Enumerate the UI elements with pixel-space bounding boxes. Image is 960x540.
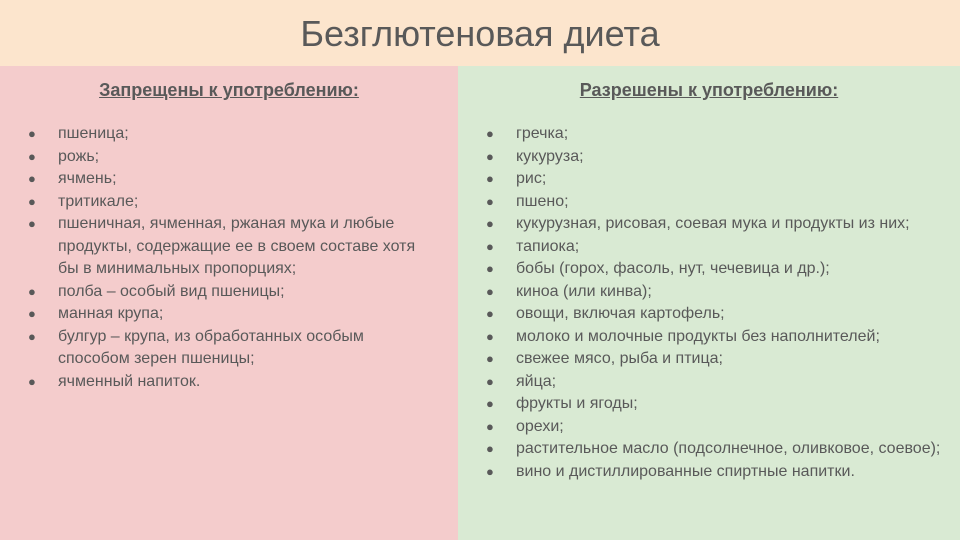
allowed-list bbox=[486, 123, 946, 483]
list-item bbox=[486, 461, 946, 484]
list-item-text: вино и дистиллированные спиртные напитки. bbox=[516, 462, 855, 480]
list-item-text: кукуруза; bbox=[516, 147, 584, 165]
bullet-icon: ● bbox=[486, 238, 494, 254]
list-item-text: молоко и молочные продукты без наполнителей; bbox=[516, 327, 880, 345]
list-item bbox=[486, 123, 946, 146]
forbidden-heading: Запрещены к употреблению: bbox=[99, 80, 359, 100]
list-item bbox=[28, 168, 438, 191]
bullet-icon: ● bbox=[28, 148, 36, 164]
bullet-icon: ● bbox=[28, 306, 36, 321]
list-item-text: свежее мясо, рыба и птица; bbox=[516, 350, 723, 367]
page-title: Безглютеновая диета bbox=[300, 13, 660, 54]
list-item bbox=[486, 438, 946, 461]
list-item-text: бобы (горох, фасоль, нут, чечевица и др.); bbox=[516, 260, 830, 277]
bullet-icon: ● bbox=[486, 261, 494, 276]
list-item-text: полба – особый вид пшеницы; bbox=[58, 282, 285, 300]
bullet-icon: ● bbox=[28, 171, 36, 186]
list-item-text: тритикале; bbox=[58, 192, 139, 210]
list-item bbox=[486, 258, 946, 281]
list-item-text: пшено; bbox=[516, 192, 569, 210]
list-item bbox=[28, 123, 438, 146]
list-item-text: пшеница; bbox=[58, 125, 129, 142]
allowed-heading: Разрешены к употреблению: bbox=[579, 80, 839, 100]
list-item bbox=[486, 348, 946, 371]
bullet-icon: ● bbox=[28, 193, 36, 209]
list-item-text: пшеничная, ячменная, ржаная мука и любые продукты, содержащие ее в своем составе хотя бы в минимальных пропорциях; bbox=[58, 215, 416, 277]
list-item bbox=[486, 236, 946, 259]
list-item bbox=[486, 146, 946, 169]
list-item bbox=[486, 416, 946, 439]
bullet-icon: ● bbox=[28, 216, 36, 231]
list-item bbox=[486, 191, 946, 214]
bullet-icon: ● bbox=[28, 328, 36, 344]
bullet-icon: ● bbox=[486, 193, 494, 209]
bullet-icon: ● bbox=[486, 171, 494, 186]
list-item-text: гречка; bbox=[516, 125, 569, 142]
list-item bbox=[28, 281, 438, 304]
bullet-icon: ● bbox=[486, 351, 494, 366]
list-item bbox=[486, 303, 946, 326]
list-item bbox=[486, 213, 946, 236]
list-item-text: манная крупа; bbox=[58, 305, 164, 322]
allowed-panel bbox=[458, 66, 960, 540]
list-item bbox=[486, 393, 946, 416]
list-item bbox=[28, 371, 438, 394]
bullet-icon: ● bbox=[486, 328, 494, 344]
list-item-text: орехи; bbox=[516, 417, 564, 435]
list-item-text: киноа (или кинва); bbox=[516, 282, 652, 300]
list-item bbox=[486, 371, 946, 394]
bullet-icon: ● bbox=[486, 148, 494, 164]
bullet-icon: ● bbox=[486, 373, 494, 389]
list-item-text: рис; bbox=[516, 170, 547, 187]
list-item-text: яйца; bbox=[516, 372, 557, 390]
bullet-icon: ● bbox=[486, 306, 494, 321]
list-item-text: фрукты и ягоды; bbox=[516, 395, 638, 412]
list-item bbox=[28, 146, 438, 169]
list-item-text: овощи, включая картофель; bbox=[516, 305, 725, 322]
list-item-text: ячменный напиток. bbox=[58, 372, 201, 390]
list-item bbox=[28, 303, 438, 326]
forbidden-panel bbox=[0, 66, 458, 540]
list-item bbox=[486, 326, 946, 349]
list-item bbox=[28, 326, 438, 371]
bullet-icon: ● bbox=[28, 283, 36, 299]
list-item-text: растительное масло (подсолнечное, оливковое, соевое); bbox=[516, 440, 941, 457]
list-item bbox=[486, 281, 946, 304]
bullet-icon: ● bbox=[28, 126, 36, 141]
list-item-text: кукурузная, рисовая, соевая мука и продукты из них; bbox=[516, 215, 910, 232]
bullet-icon: ● bbox=[486, 463, 494, 479]
bullet-icon: ● bbox=[486, 418, 494, 434]
list-item-text: булгур – крупа, из обработанных особым способом зерен пшеницы; bbox=[58, 327, 364, 367]
list-item bbox=[28, 191, 438, 214]
bullet-icon: ● bbox=[486, 441, 494, 456]
list-item-text: ячмень; bbox=[58, 170, 117, 187]
list-item bbox=[486, 168, 946, 191]
forbidden-list bbox=[28, 123, 438, 393]
bullet-icon: ● bbox=[486, 216, 494, 231]
header-band bbox=[0, 0, 960, 66]
list-item-text: рожь; bbox=[58, 147, 100, 165]
bullet-icon: ● bbox=[28, 373, 36, 389]
list-item-text: тапиока; bbox=[516, 237, 580, 255]
bullet-icon: ● bbox=[486, 283, 494, 299]
bullet-icon: ● bbox=[486, 126, 494, 141]
bullet-icon: ● bbox=[486, 396, 494, 411]
list-item bbox=[28, 213, 438, 281]
